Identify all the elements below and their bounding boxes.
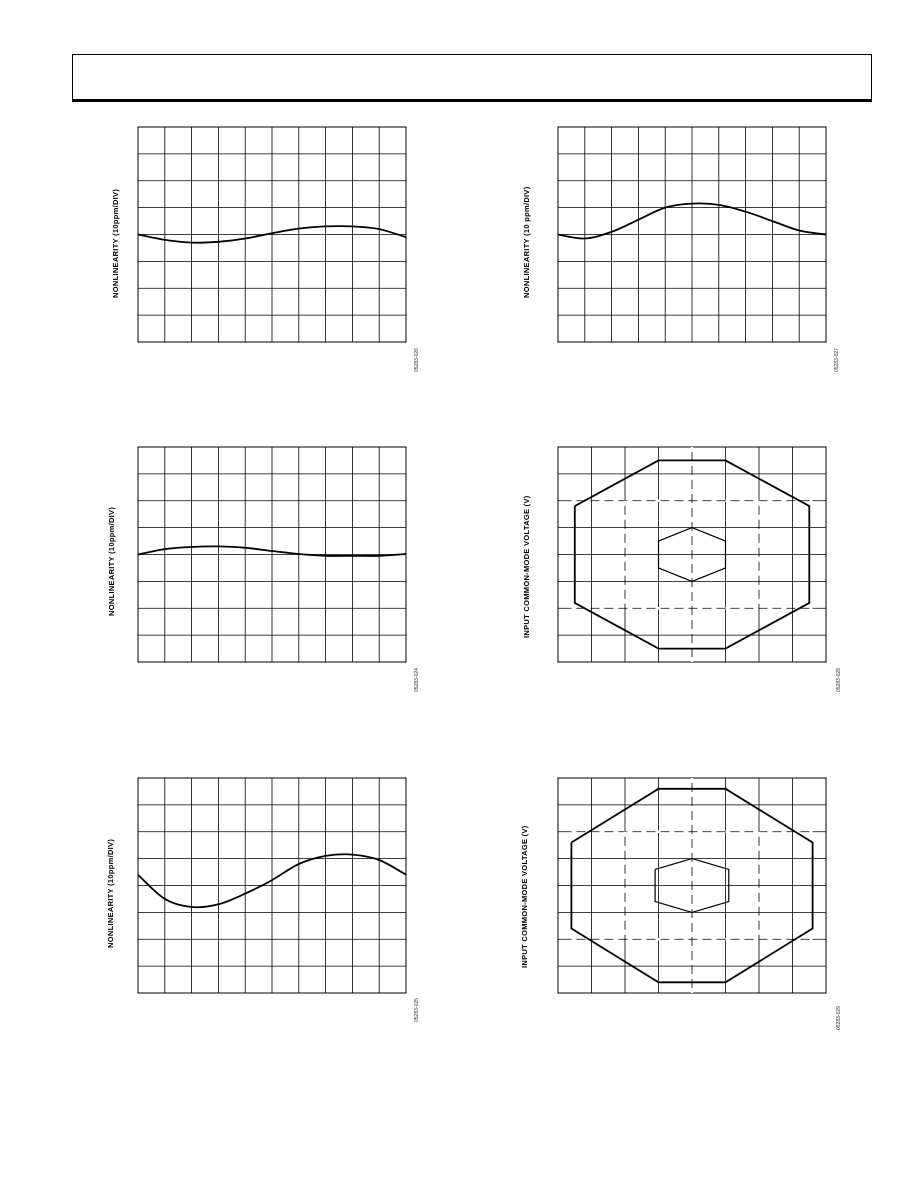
- chart-nonlinearity-4: [138, 778, 406, 993]
- chart-5-ylabel: NONLINEARITY (10ppm/DIV): [106, 838, 115, 948]
- chart-nonlinearity-2: [558, 127, 826, 342]
- chart-3-ylabel: NONLINEARITY (10ppm/DIV): [107, 506, 116, 616]
- chart-5-figure-id: 05283-025: [414, 998, 420, 1022]
- chart-nonlinearity-3: [138, 447, 406, 662]
- chart-4-figure-id: 05283-028: [836, 668, 842, 692]
- chart-6-figure-id: 05283-029: [836, 1006, 842, 1030]
- chart-3-figure-id: 05283-024: [414, 668, 420, 692]
- chart-1-ylabel: NONLINEARITY (10ppm/DIV): [111, 188, 120, 298]
- chart-4-ylabel: INPUT COMMON-MODE VOLTAGE (V): [522, 495, 531, 638]
- page-header-box: [72, 54, 872, 102]
- chart-6-ylabel: INPUT COMMON-MODE VOLTAGE (V): [520, 825, 529, 968]
- chart-common-mode-2: [558, 778, 826, 993]
- chart-common-mode-1: [558, 447, 826, 662]
- chart-2-ylabel: NONLINEARITY (10 ppm/DIV): [522, 186, 531, 298]
- chart-2-figure-id: 05283-027: [834, 348, 840, 372]
- chart-1-figure-id: 05283-026: [414, 348, 420, 372]
- chart-nonlinearity-1: [138, 127, 406, 342]
